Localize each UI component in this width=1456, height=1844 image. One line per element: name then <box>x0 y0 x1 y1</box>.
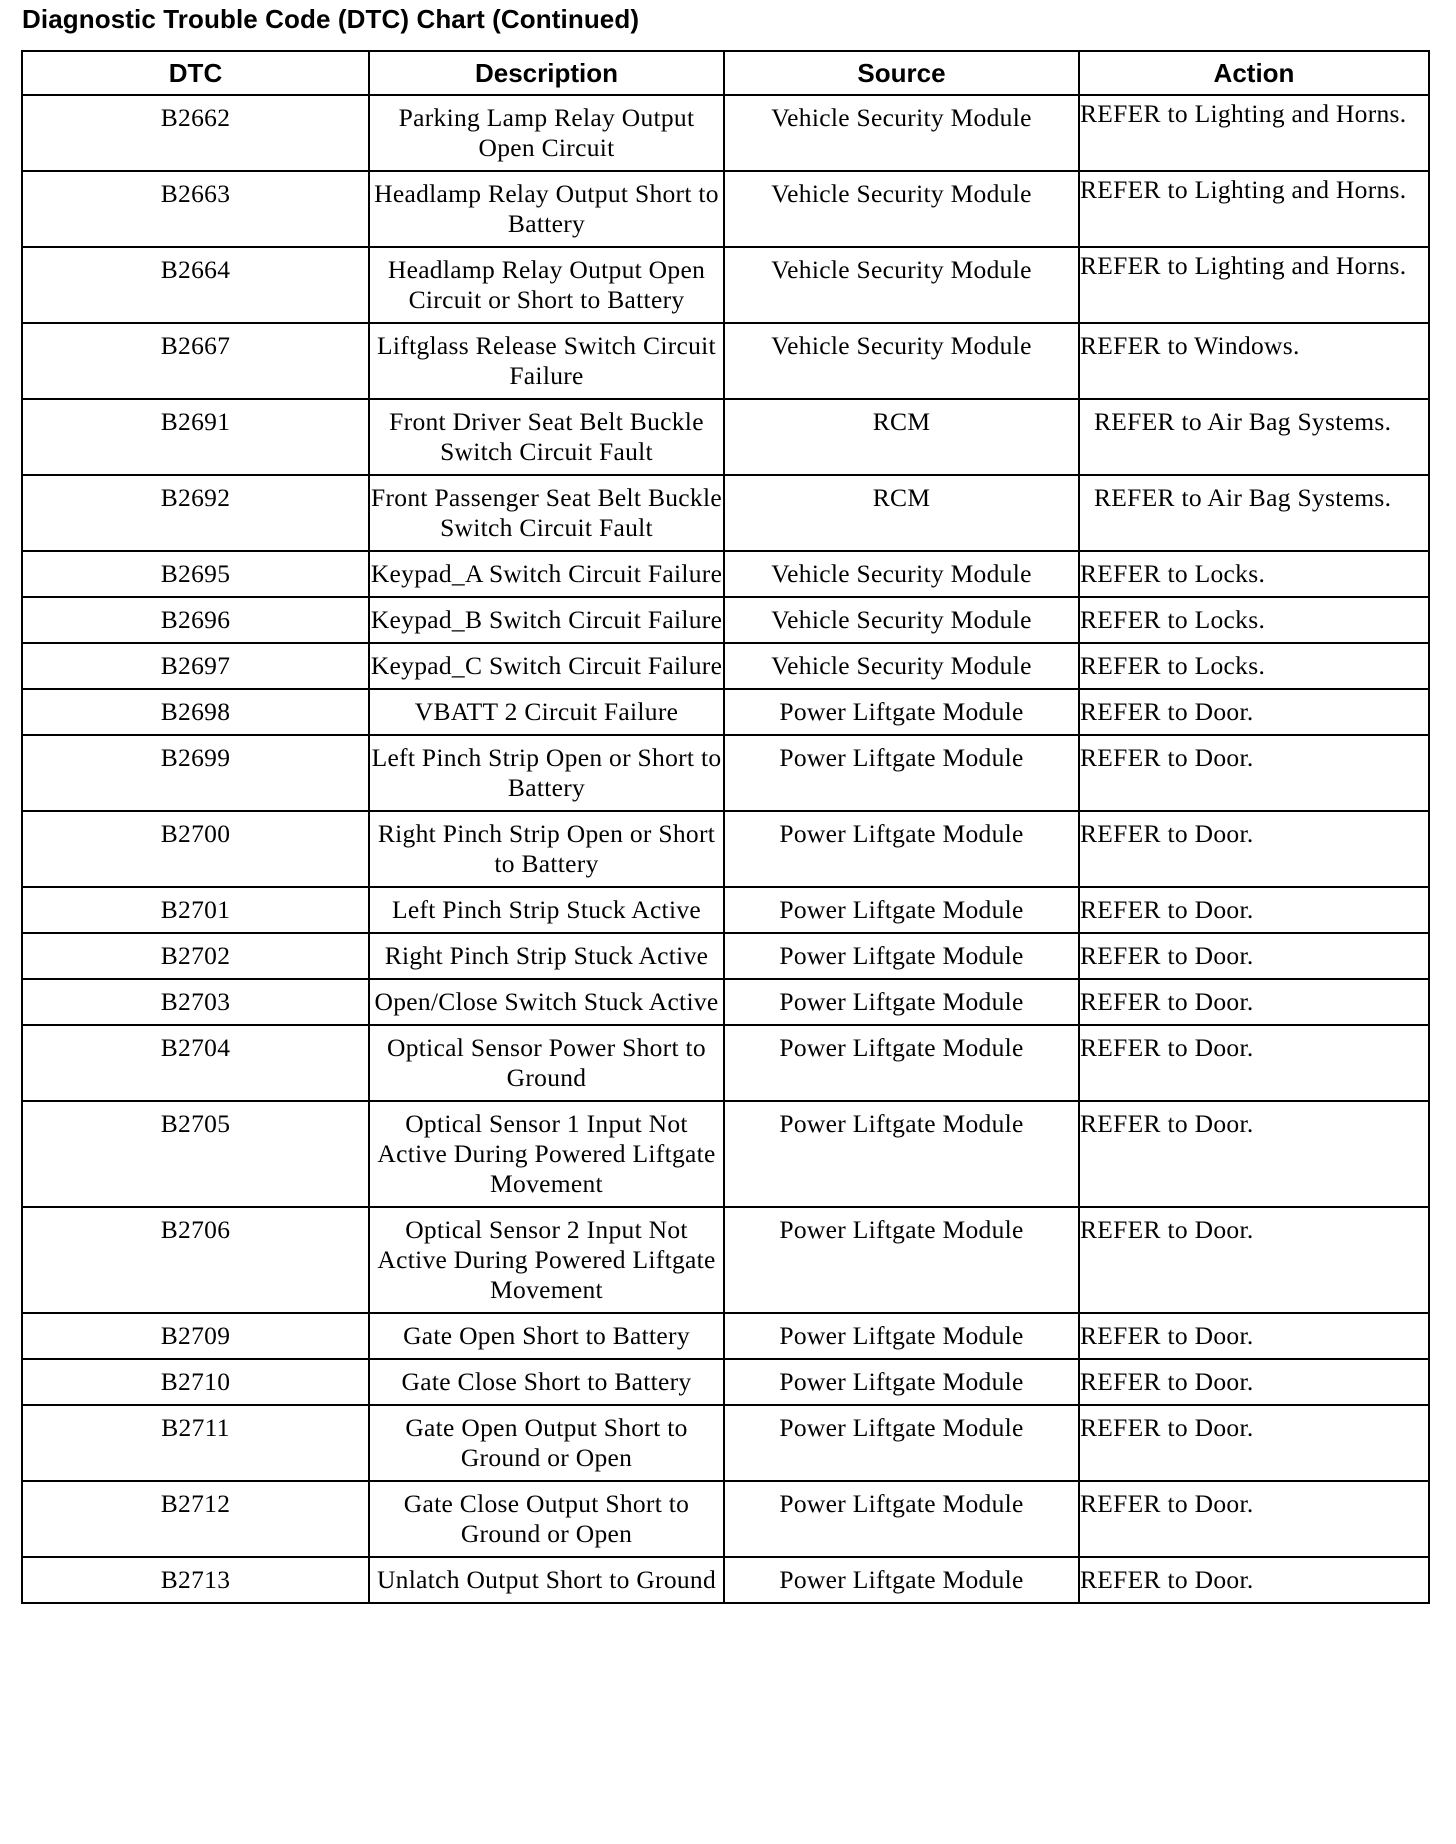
action-cell: REFER to Locks. <box>1079 597 1429 643</box>
dtc-code-cell: B2702 <box>22 933 369 979</box>
description-cell: Liftglass Release Switch Circuit Failure <box>369 323 724 399</box>
table-row <box>22 1405 1429 1481</box>
source-cell: Power Liftgate Module <box>724 1481 1079 1557</box>
description-cell: Keypad_B Switch Circuit Failure <box>369 597 724 643</box>
action-cell: REFER to Door. <box>1079 1313 1429 1359</box>
action-cell: REFER to Door. <box>1079 1025 1429 1101</box>
action-cell: REFER to Door. <box>1079 689 1429 735</box>
dtc-code-cell: B2705 <box>22 1101 369 1207</box>
source-cell: Vehicle Security Module <box>724 551 1079 597</box>
table-row <box>22 1207 1429 1313</box>
source-cell: Power Liftgate Module <box>724 1359 1079 1405</box>
source-cell: RCM <box>724 475 1079 551</box>
table-row <box>22 475 1429 551</box>
dtc-code-cell: B2713 <box>22 1557 369 1603</box>
table-row <box>22 643 1429 689</box>
table-row <box>22 1025 1429 1101</box>
description-cell: Open/Close Switch Stuck Active <box>369 979 724 1025</box>
description-cell: Headlamp Relay Output Open Circuit or Short to Battery <box>369 247 724 323</box>
table-row <box>22 979 1429 1025</box>
dtc-code-cell: B2711 <box>22 1405 369 1481</box>
table-row <box>22 323 1429 399</box>
action-column-header: Action <box>1079 51 1429 95</box>
table-row <box>22 933 1429 979</box>
description-cell: Keypad_C Switch Circuit Failure <box>369 643 724 689</box>
description-cell: Optical Sensor 2 Input Not Active During Powered Liftgate Movement <box>369 1207 724 1313</box>
description-cell: Headlamp Relay Output Short to Battery <box>369 171 724 247</box>
table-row <box>22 735 1429 811</box>
description-cell: Gate Close Output Short to Ground or Open <box>369 1481 724 1557</box>
source-cell: Power Liftgate Module <box>724 811 1079 887</box>
table-row <box>22 399 1429 475</box>
action-cell: REFER to Door. <box>1079 811 1429 887</box>
dtc-code-cell: B2663 <box>22 171 369 247</box>
source-column-header: Source <box>724 51 1079 95</box>
table-row <box>22 95 1429 171</box>
source-cell: Power Liftgate Module <box>724 979 1079 1025</box>
action-cell: REFER to Windows. <box>1079 323 1429 399</box>
dtc-code-cell: B2667 <box>22 323 369 399</box>
description-cell: Keypad_A Switch Circuit Failure <box>369 551 724 597</box>
dtc-code-cell: B2695 <box>22 551 369 597</box>
dtc-code-cell: B2709 <box>22 1313 369 1359</box>
source-cell: Power Liftgate Module <box>724 887 1079 933</box>
description-cell: Right Pinch Strip Stuck Active <box>369 933 724 979</box>
dtc-code-cell: B2701 <box>22 887 369 933</box>
source-cell: Power Liftgate Module <box>724 1557 1079 1603</box>
description-cell: VBATT 2 Circuit Failure <box>369 689 724 735</box>
description-cell: Left Pinch Strip Open or Short to Battery <box>369 735 724 811</box>
description-cell: Unlatch Output Short to Ground <box>369 1557 724 1603</box>
action-cell: REFER to Door. <box>1079 1481 1429 1557</box>
action-cell: REFER to Locks. <box>1079 551 1429 597</box>
dtc-chart-table <box>21 50 1430 1604</box>
description-cell: Right Pinch Strip Open or Short to Battery <box>369 811 724 887</box>
dtc-code-cell: B2698 <box>22 689 369 735</box>
action-cell: REFER to Door. <box>1079 1207 1429 1313</box>
source-cell: Vehicle Security Module <box>724 95 1079 171</box>
source-cell: Vehicle Security Module <box>724 171 1079 247</box>
table-row <box>22 1313 1429 1359</box>
source-cell: Vehicle Security Module <box>724 247 1079 323</box>
table-row <box>22 887 1429 933</box>
action-cell: REFER to Lighting and Horns. <box>1079 171 1429 247</box>
dtc-code-cell: B2662 <box>22 95 369 171</box>
source-cell: Power Liftgate Module <box>724 1025 1079 1101</box>
table-row <box>22 1359 1429 1405</box>
action-cell: REFER to Door. <box>1079 1405 1429 1481</box>
action-cell: REFER to Door. <box>1079 1557 1429 1603</box>
dtc-column-header: DTC <box>22 51 369 95</box>
source-cell: Power Liftgate Module <box>724 1313 1079 1359</box>
action-cell: REFER to Door. <box>1079 933 1429 979</box>
dtc-code-cell: B2692 <box>22 475 369 551</box>
action-cell: REFER to Lighting and Horns. <box>1079 247 1429 323</box>
source-cell: Vehicle Security Module <box>724 643 1079 689</box>
dtc-code-cell: B2700 <box>22 811 369 887</box>
source-cell: Power Liftgate Module <box>724 933 1079 979</box>
description-cell: Gate Open Output Short to Ground or Open <box>369 1405 724 1481</box>
action-cell: REFER to Door. <box>1079 887 1429 933</box>
table-row <box>22 1557 1429 1603</box>
description-cell: Left Pinch Strip Stuck Active <box>369 887 724 933</box>
dtc-code-cell: B2699 <box>22 735 369 811</box>
source-cell: Power Liftgate Module <box>724 1101 1079 1207</box>
description-cell: Optical Sensor Power Short to Ground <box>369 1025 724 1101</box>
action-cell: REFER to Air Bag Systems. <box>1079 475 1429 551</box>
action-cell: REFER to Locks. <box>1079 643 1429 689</box>
dtc-code-cell: B2691 <box>22 399 369 475</box>
page-title: Diagnostic Trouble Code (DTC) Chart (Continued) <box>22 4 640 34</box>
table-row <box>22 171 1429 247</box>
description-cell: Front Passenger Seat Belt Buckle Switch Circuit Fault <box>369 475 724 551</box>
table-row <box>22 1481 1429 1557</box>
table-header-row <box>22 51 1429 95</box>
source-cell: Vehicle Security Module <box>724 597 1079 643</box>
source-cell: Vehicle Security Module <box>724 323 1079 399</box>
action-cell: REFER to Door. <box>1079 979 1429 1025</box>
source-cell: Power Liftgate Module <box>724 1207 1079 1313</box>
source-cell: RCM <box>724 399 1079 475</box>
action-cell: REFER to Door. <box>1079 1101 1429 1207</box>
source-cell: Power Liftgate Module <box>724 689 1079 735</box>
source-cell: Power Liftgate Module <box>724 1405 1079 1481</box>
description-cell: Gate Close Short to Battery <box>369 1359 724 1405</box>
table-row <box>22 811 1429 887</box>
dtc-code-cell: B2664 <box>22 247 369 323</box>
action-cell: REFER to Door. <box>1079 1359 1429 1405</box>
dtc-code-cell: B2696 <box>22 597 369 643</box>
description-cell: Front Driver Seat Belt Buckle Switch Circuit Fault <box>369 399 724 475</box>
description-cell: Optical Sensor 1 Input Not Active During Powered Liftgate Movement <box>369 1101 724 1207</box>
table-row <box>22 1101 1429 1207</box>
table-row <box>22 597 1429 643</box>
dtc-code-cell: B2697 <box>22 643 369 689</box>
source-cell: Power Liftgate Module <box>724 735 1079 811</box>
description-cell: Parking Lamp Relay Output Open Circuit <box>369 95 724 171</box>
description-column-header: Description <box>369 51 724 95</box>
dtc-code-cell: B2710 <box>22 1359 369 1405</box>
dtc-code-cell: B2704 <box>22 1025 369 1101</box>
action-cell: REFER to Air Bag Systems. <box>1079 399 1429 475</box>
table-row <box>22 551 1429 597</box>
dtc-code-cell: B2712 <box>22 1481 369 1557</box>
action-cell: REFER to Door. <box>1079 735 1429 811</box>
action-cell: REFER to Lighting and Horns. <box>1079 95 1429 171</box>
table-row <box>22 689 1429 735</box>
description-cell: Gate Open Short to Battery <box>369 1313 724 1359</box>
dtc-code-cell: B2706 <box>22 1207 369 1313</box>
dtc-code-cell: B2703 <box>22 979 369 1025</box>
table-row <box>22 247 1429 323</box>
